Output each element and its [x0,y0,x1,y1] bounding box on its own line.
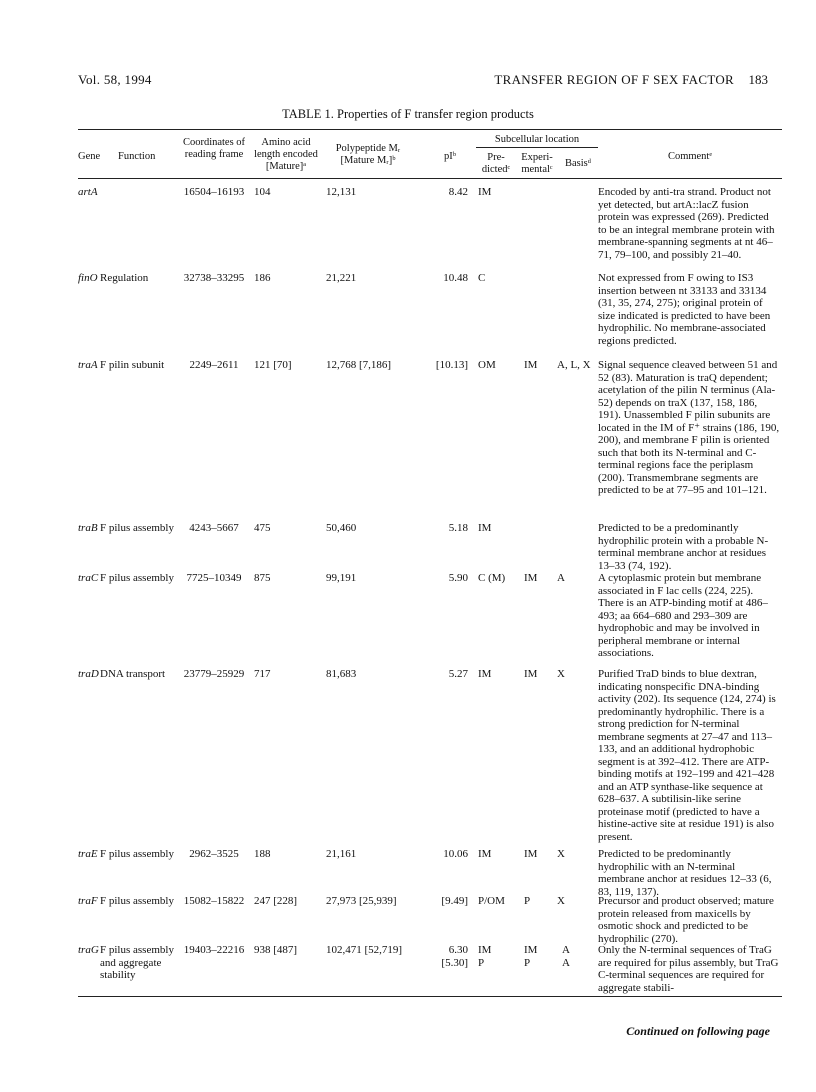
cell-predicted: C (M) [478,572,506,584]
cell-coordinates: 23779–25929 [183,668,245,680]
cell-polypeptide: 50,460 [326,522,357,534]
cell-gene: traC [78,572,99,584]
table-bottom-rule [78,996,782,997]
cell-predicted: IM [478,522,492,534]
cell-pi: [10.13] [435,359,468,371]
cell-experimental: IM P [524,944,538,969]
cell-polypeptide: 99,191 [326,572,357,584]
cell-polypeptide: 27,973 [25,939] [326,895,397,907]
cell-predicted: IM P [478,944,492,969]
subcellular-rule [476,147,598,148]
cell-comment: Predicted to be a predominantly hydrophilic protein with a probable N-terminal membrane anchor at residues 13–33 (74, 192). [598,522,769,572]
cell-comment: Not expressed from F owing to IS3 insertion between nt 33133 and 33134 (31, 35, 274, 275); original protein of size indicated is predicted to have been hydrophilic. No membrane-associated regions predicted. [598,272,771,347]
cell-coordinates: 32738–33295 [183,272,245,284]
cell-aa-length: 938 [487] [254,944,298,956]
cell-pi: 5.90 [448,572,468,584]
cell-polypeptide: 21,161 [326,848,357,860]
cell-experimental: IM [524,848,538,860]
cell-experimental: P [524,895,531,907]
cell-pi: 5.27 [448,668,468,680]
cell-experimental: IM [524,572,538,584]
cell-basis: A, L, X [557,359,591,371]
cell-function: F pilus assembly [100,848,174,860]
header-polypeptide: Polypeptide Mᵣ [Mature Mᵣ]ᵇ [335,143,401,166]
cell-coordinates: 16504–16193 [183,186,245,198]
journal-volume: Vol. 58, 1994 [78,72,152,87]
cell-comment: Purified TraD binds to blue dextran, indicating nonspecific DNA-binding activity (202). Its sequence (124, 274) is predominantly hydrophilic. There is a strong prediction for N-terminal membrane segments at 27–47 and 113–133, and an additional hydrophobic segment is at 392–412. There are ATP-binding motifs at 192–199 and 421–428 and an ATP synthase-like sequence at 628–637. A subtilisin-like serine proteinase motif (predicted to have a histine-active site at residue 191) is also present. [598,668,776,843]
header-pi: pIᵇ [444,151,456,162]
cell-aa-length: 475 [254,522,271,534]
header-experimental: Experi- mentalᶜ [521,152,553,175]
cell-function: F pilus assembly [100,895,174,907]
cell-comment: Precursor and product observed; mature protein released from maxicells by osmotic shock and predicted to be hydrophilic (270). [598,895,774,945]
header-subcellular-location: Subcellular location [494,134,580,145]
cell-basis: X [557,668,565,680]
table-title: TABLE 1. Properties of F transfer region products [282,107,534,121]
cell-function: F pilus assembly [100,522,174,534]
cell-gene: finO [78,272,98,284]
header-basis: Basisᵈ [564,158,592,169]
cell-gene: traE [78,848,98,860]
cell-gene: traA [78,359,98,371]
cell-gene: traB [78,522,98,534]
cell-comment: Encoded by anti-tra strand. Product not yet detected, but artA::lacZ fusion protein was expressed (269). Predicted to be an integral membrane protein with membrane-spanning segments at nt 46–71, 79–100, and possibly 21–40. [598,186,775,261]
cell-aa-length: 186 [254,272,271,284]
table-header-rule [78,178,782,179]
table-top-rule [78,129,782,130]
page-number: 183 [748,72,768,87]
cell-comment: A cytoplasmic protein but membrane associated in F lac cells (224, 225). There is an ATP-binding motif at 486–493; aa 664–680 and 293–309 are hydrophobic and may be involved in peripheral membrane or internal associations. [598,572,768,659]
cell-predicted: C [478,272,486,284]
cell-coordinates: 19403–22216 [183,944,245,956]
cell-polypeptide: 21,221 [326,272,357,284]
cell-coordinates: 4243–5667 [189,522,239,534]
cell-pi: [9.49] [441,895,468,907]
cell-predicted: P/OM [478,895,505,907]
cell-basis: X [557,848,565,860]
cell-function: F pilus assembly and aggregate stability [100,944,174,981]
cell-predicted: IM [478,186,492,198]
cell-aa-length: 247 [228] [254,895,298,907]
cell-aa-length: 104 [254,186,271,198]
cell-predicted: IM [478,848,492,860]
cell-function: DNA transport [100,668,166,680]
header-predicted: Pre- dictedᶜ [481,152,511,175]
running-head [78,72,768,92]
cell-pi: 6.30 [5.30] [441,944,468,969]
cell-experimental: IM [524,359,538,371]
cell-experimental: IM [524,668,538,680]
cell-aa-length: 717 [254,668,271,680]
cell-coordinates: 2962–3525 [189,848,239,860]
cell-polypeptide: 102,471 [52,719] [326,944,403,956]
cell-pi: 10.06 [443,848,468,860]
cell-coordinates: 15082–15822 [183,895,245,907]
cell-predicted: OM [478,359,496,371]
cell-polypeptide: 81,683 [326,668,357,680]
cell-gene: traD [78,668,99,680]
cell-basis: X [557,895,565,907]
header-gene: Gene [78,151,101,162]
article-short-title: TRANSFER REGION OF F SEX FACTOR [494,72,734,87]
cell-coordinates: 2249–2611 [189,359,239,371]
header-comment: Commentᵉ [667,151,713,162]
cell-gene: traG [78,944,99,956]
cell-gene: artA [78,186,98,198]
cell-basis: A [557,572,565,584]
continued-note: Continued on following page [626,1024,770,1038]
cell-pi: 8.42 [448,186,468,198]
cell-aa-length: 875 [254,572,271,584]
cell-coordinates: 7725–10349 [186,572,242,584]
cell-polypeptide: 12,768 [7,186] [326,359,392,371]
cell-function: F pilus assembly [100,572,174,584]
cell-pi: 5.18 [448,522,468,534]
cell-aa-length: 121 [70] [254,359,292,371]
cell-comment: Only the N-terminal sequences of TraG are required for pilus assembly, but TraG C-terminal sequences are required for aggregate stabili- [598,944,779,994]
header-function: Function [118,151,156,162]
cell-gene: traF [78,895,98,907]
cell-predicted: IM [478,668,492,680]
cell-function: F pilin subunit [100,359,165,371]
cell-comment: Predicted to be predominantly hydrophilic with an N-terminal membrane anchor at residues 12–33 (6, 83, 119, 137). [598,848,772,898]
cell-basis: A A [562,944,570,969]
cell-pi: 10.48 [443,272,468,284]
cell-comment: Signal sequence cleaved between 51 and 52 (83). Maturation is traQ dependent; acetylation of the pilin N terminus (Ala-52) depends on traX (137, 158, 186, 191). Unassembled F pilin subunits are located in the IM of F⁺ strains (186, 190, 200), and membrane F pilin is oriented such that both its N-terminal and C-terminal regions face the periplasm (200). Transmembrane segments are predicted to be at 77–95 and 101–121. [598,359,780,496]
cell-function: Regulation [100,272,149,284]
cell-aa-length: 188 [254,848,271,860]
header-aa-length: Amino acid length encoded [Mature]ᵃ [254,137,318,172]
cell-polypeptide: 12,131 [326,186,357,198]
header-coordinates: Coordinates of reading frame [182,137,246,160]
